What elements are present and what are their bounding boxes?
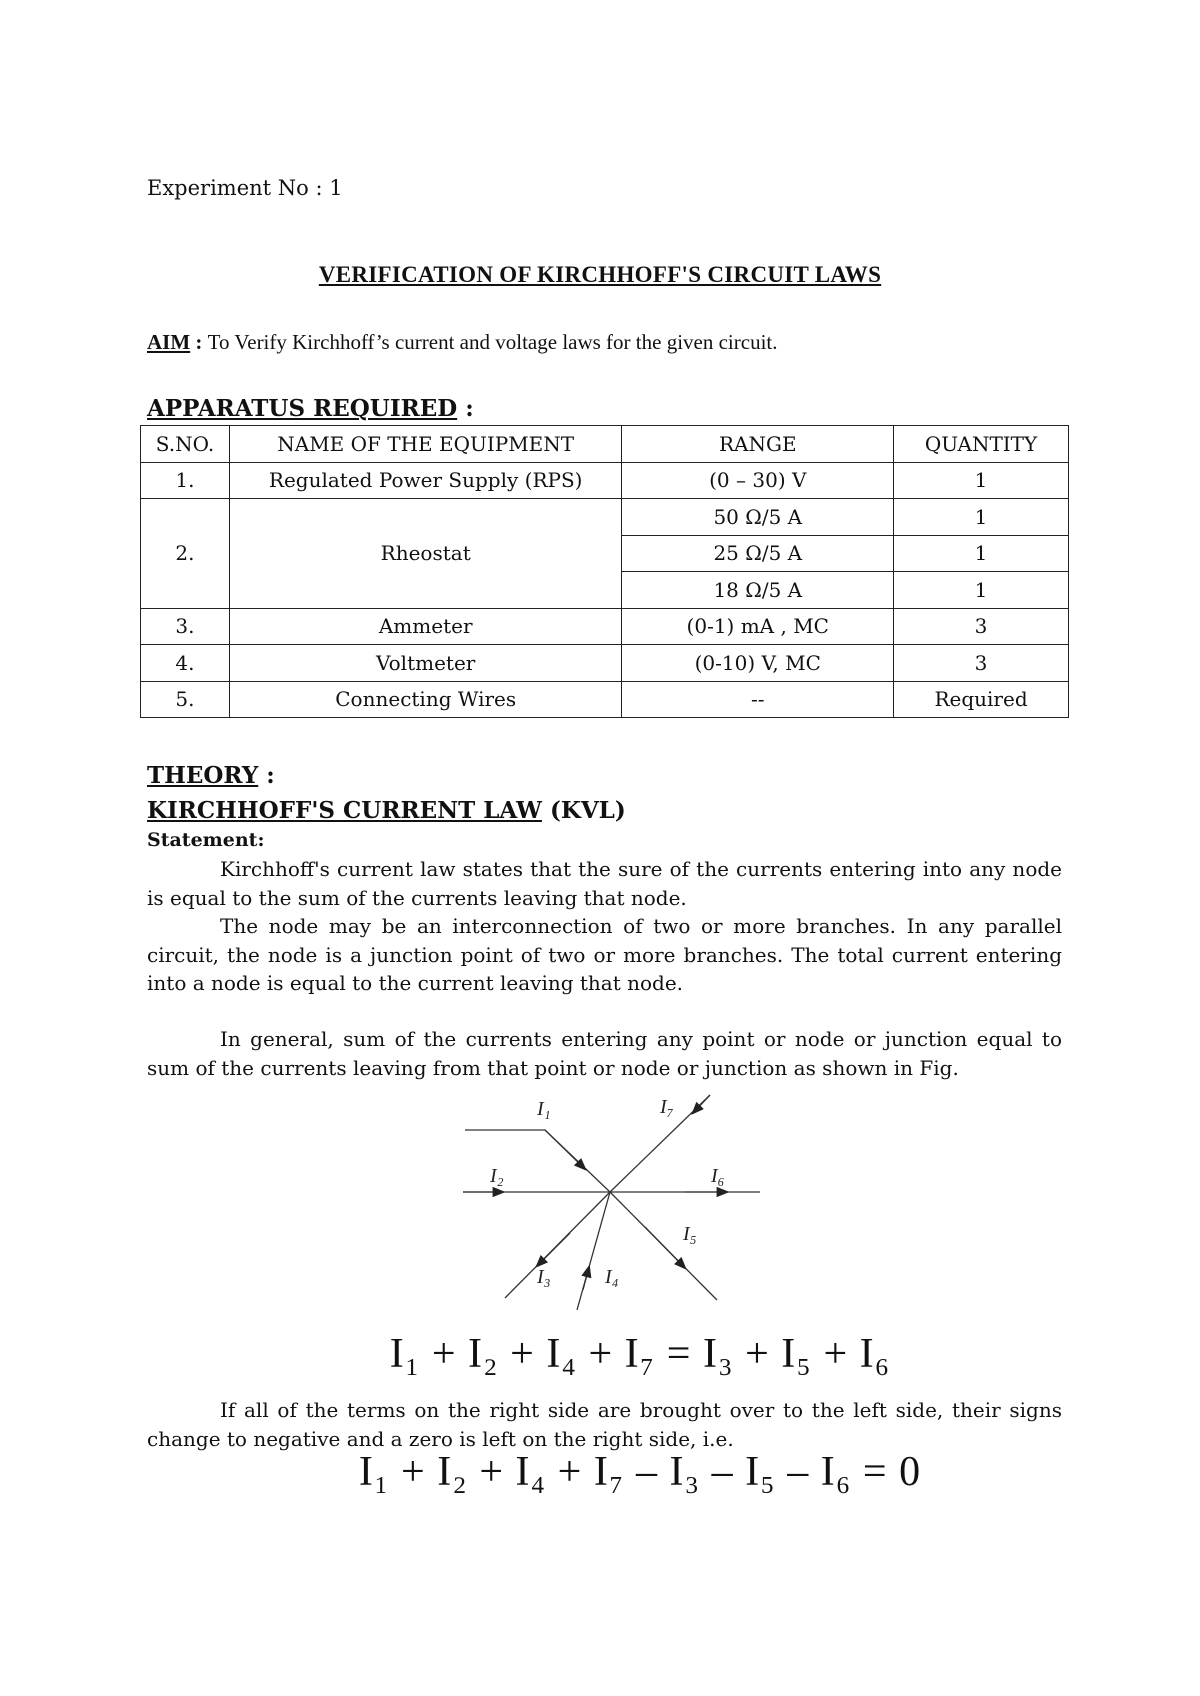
aim-text: To Verify Kirchhoff’s current and voltage laws for the given circuit. bbox=[207, 330, 778, 354]
cell-range: 50 Ω/5 A bbox=[622, 499, 894, 536]
label-i5: I₅ bbox=[683, 1223, 697, 1245]
table-row bbox=[141, 462, 1069, 499]
cell-range: -- bbox=[622, 681, 894, 718]
experiment-number: Experiment No : 1 bbox=[147, 176, 343, 200]
table-row bbox=[141, 645, 1069, 682]
cell-name: Voltmeter bbox=[229, 645, 622, 682]
label-i7: I₇ bbox=[660, 1096, 674, 1118]
cell-sno: 4. bbox=[141, 645, 230, 682]
cell-sno: 3. bbox=[141, 608, 230, 645]
label-i1: I₁ bbox=[537, 1098, 551, 1120]
page-title: VERIFICATION OF KIRCHHOFF'S CIRCUIT LAWS bbox=[318, 262, 882, 287]
kcl-heading bbox=[147, 797, 626, 824]
label-i4: I₄ bbox=[605, 1266, 619, 1288]
kcl-abbr: (KVL) bbox=[541, 797, 626, 824]
header-range: RANGE bbox=[622, 426, 894, 463]
equation-kcl: I₁ + I₂ + I₄ + I₇ = I₃ + I₅ + I₆ bbox=[389, 1331, 891, 1377]
branch-i4 bbox=[577, 1192, 610, 1310]
theory-label: THEORY bbox=[147, 762, 259, 789]
header-quantity: QUANTITY bbox=[894, 426, 1069, 463]
cell-name: Ammeter bbox=[229, 608, 622, 645]
header-name: NAME OF THE EQUIPMENT bbox=[229, 426, 622, 463]
cell-sno: 1. bbox=[141, 462, 230, 499]
arrow-i7 bbox=[693, 1095, 710, 1113]
cell-name: Connecting Wires bbox=[229, 681, 622, 718]
table-row bbox=[141, 681, 1069, 718]
table-row bbox=[141, 608, 1069, 645]
cell-qty: 1 bbox=[894, 535, 1069, 572]
cell-range: (0-10) V, MC bbox=[622, 645, 894, 682]
paragraph-kcl-statement bbox=[147, 855, 1062, 912]
cell-qty: Required bbox=[894, 681, 1069, 718]
kcl-node-figure bbox=[455, 1085, 775, 1315]
cell-name: Regulated Power Supply (RPS) bbox=[229, 462, 622, 499]
arrow-i5 bbox=[645, 1227, 685, 1268]
apparatus-label: APPARATUS REQUIRED bbox=[147, 395, 458, 422]
theory-heading bbox=[147, 762, 275, 789]
table-row bbox=[141, 499, 1069, 536]
paragraph-text: Kirchhoff's current law states that the sure of the currents entering into any node is equal to the sum of the currents leaving that node. bbox=[147, 857, 1062, 910]
table-header-row bbox=[141, 426, 1069, 463]
paragraph-text: If all of the terms on the right side are brought over to the left side, their signs change to negative and a zero is left on the right side, i.e. bbox=[147, 1398, 1062, 1451]
cell-qty: 1 bbox=[894, 572, 1069, 609]
aim-line bbox=[147, 330, 778, 355]
paragraph-text: In general, sum of the currents entering any point or node or junction equal to sum of the currents leaving from that point or node or junction as shown in Fig. bbox=[147, 1027, 1062, 1080]
arrow-i3 bbox=[537, 1233, 570, 1266]
paragraph-node bbox=[147, 912, 1062, 998]
arrow-i1 bbox=[545, 1130, 585, 1169]
kcl-label: KIRCHHOFF'S CURRENT LAW bbox=[147, 797, 542, 824]
equation-kcl-zero: I₁ + I₂ + I₄ + I₇ – I₃ – I₅ – I₆ = 0 bbox=[358, 1449, 922, 1495]
label-i3: I₃ bbox=[537, 1266, 551, 1288]
theory-sep: : bbox=[258, 762, 275, 789]
label-i6: I₆ bbox=[711, 1165, 725, 1187]
apparatus-heading bbox=[147, 395, 474, 422]
cell-qty: 1 bbox=[894, 462, 1069, 499]
cell-range: (0 – 30) V bbox=[622, 462, 894, 499]
header-sno: S.NO. bbox=[141, 426, 230, 463]
cell-qty: 3 bbox=[894, 608, 1069, 645]
arrow-i4 bbox=[583, 1267, 589, 1290]
label-i2: I₂ bbox=[490, 1165, 504, 1187]
branch-i1 bbox=[465, 1130, 610, 1192]
paragraph-text: The node may be an interconnection of two or more branches. In any parallel circuit, the node is a junction point of two or more branches. The total current entering into a node is equal to the current leaving that node. bbox=[147, 914, 1062, 995]
cell-qty: 1 bbox=[894, 499, 1069, 536]
cell-name: Rheostat bbox=[229, 499, 622, 609]
aim-sep: : bbox=[190, 330, 208, 354]
apparatus-table bbox=[140, 425, 1069, 718]
statement-label: Statement: bbox=[147, 829, 265, 851]
paragraph-general bbox=[147, 1025, 1062, 1082]
aim-label: AIM bbox=[147, 330, 191, 354]
cell-sno: 5. bbox=[141, 681, 230, 718]
cell-range: (0-1) mA , MC bbox=[622, 608, 894, 645]
cell-sno: 2. bbox=[141, 499, 230, 609]
cell-qty: 3 bbox=[894, 645, 1069, 682]
cell-range: 18 Ω/5 A bbox=[622, 572, 894, 609]
apparatus-sep: : bbox=[457, 395, 474, 422]
paragraph-rearranged bbox=[147, 1396, 1062, 1453]
cell-range: 25 Ω/5 A bbox=[622, 535, 894, 572]
